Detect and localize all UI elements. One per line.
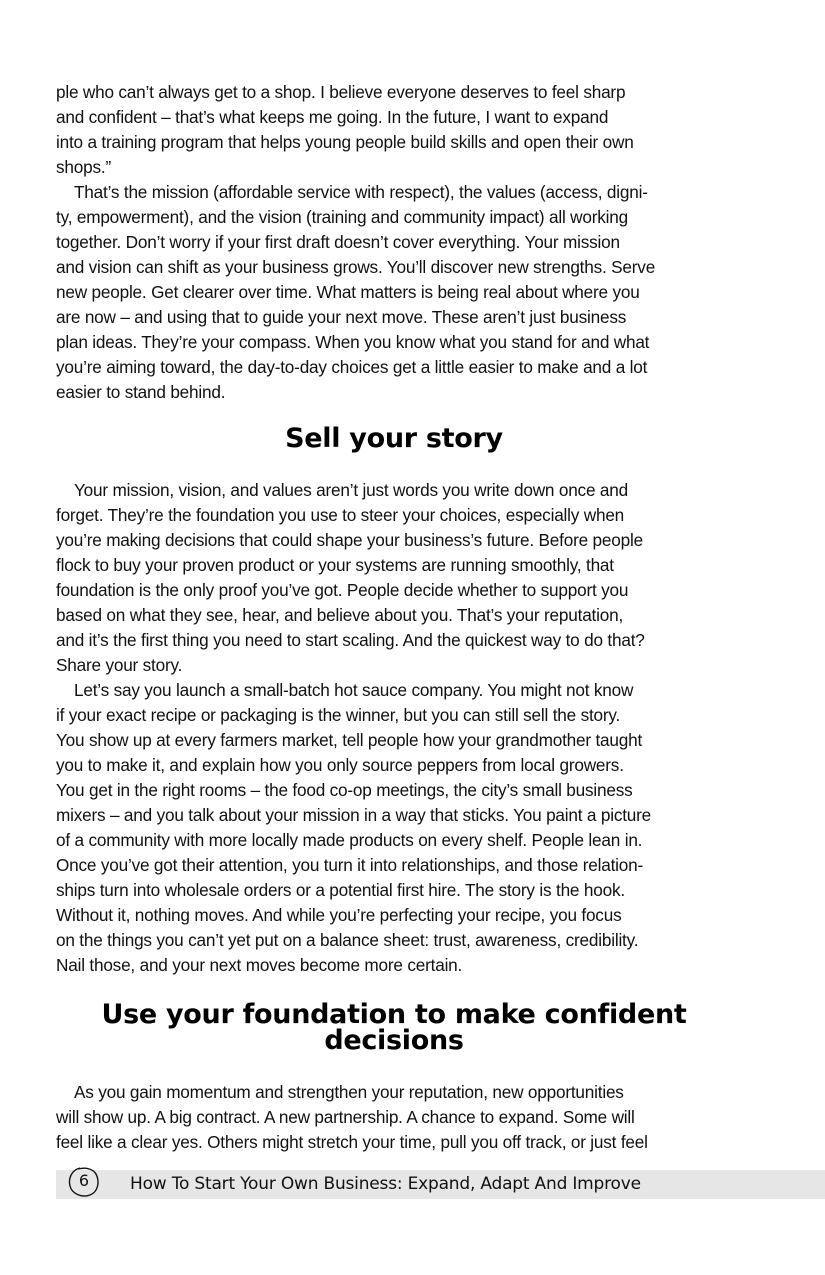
text-line: Once you’ve got their attention, you turn it into relationships, and those relation- bbox=[56, 855, 644, 875]
section-heading-sell-your-story: Sell your story bbox=[285, 423, 503, 454]
text-line: You get in the right rooms – the food co-op meetings, the city’s small business bbox=[56, 780, 633, 800]
text-line: are now – and using that to guide your next move. These aren’t just business bbox=[56, 307, 627, 327]
paragraph-mission-summary bbox=[56, 180, 732, 405]
text-line: Let’s say you launch a small-batch hot sauce company. You might not know bbox=[74, 680, 634, 700]
text-line: flock to buy your proven product or your systems are running smoothly, that bbox=[56, 555, 614, 575]
page-number-badge bbox=[66, 1164, 102, 1200]
page-content bbox=[56, 80, 732, 1155]
text-line: ships turn into wholesale orders or a potential first hire. The story is the hook. bbox=[56, 880, 625, 900]
paragraph-hot-sauce-example bbox=[56, 678, 732, 978]
text-line: of a community with more locally made products on every shelf. People lean in. bbox=[56, 830, 643, 850]
text-line: if your exact recipe or packaging is the winner, but you can still sell the story. bbox=[56, 705, 621, 725]
text-line: foundation is the only proof you’ve got. People decide whether to support you bbox=[56, 580, 629, 600]
text-line: based on what they see, hear, and believe about you. That’s your reputation, bbox=[56, 605, 624, 625]
text-line: new people. Get clearer over time. What matters is being real about where you bbox=[56, 282, 640, 302]
text-line: That’s the mission (affordable service with respect), the values (access, digni- bbox=[74, 182, 648, 202]
heading-line: Use your foundation to make confident bbox=[101, 999, 687, 1030]
text-line: you’re aiming toward, the day-to-day choices get a little easier to make and a lot bbox=[56, 357, 648, 377]
text-line: forget. They’re the foundation you use to steer your choices, especially when bbox=[56, 505, 625, 525]
text-line: easier to stand behind. bbox=[56, 382, 226, 402]
page-footer bbox=[56, 1170, 825, 1199]
paragraph-foundation bbox=[56, 478, 732, 678]
section-heading-use-your-foundation bbox=[56, 999, 732, 1056]
text-line: As you gain momentum and strengthen your reputation, new opportunities bbox=[74, 1082, 624, 1102]
text-line: Nail those, and your next moves become more certain. bbox=[56, 955, 463, 975]
paragraph-continuation bbox=[56, 80, 732, 180]
text-line: ple who can’t always get to a shop. I believe everyone deserves to feel sharp bbox=[56, 82, 626, 102]
heading-line: decisions bbox=[324, 1025, 464, 1056]
text-line: and vision can shift as your business grows. You’ll discover new strengths. Serve bbox=[56, 257, 656, 277]
text-line: together. Don’t worry if your first draft doesn’t cover everything. Your mission bbox=[56, 232, 620, 252]
text-line: on the things you can’t yet put on a balance sheet: trust, awareness, credibility. bbox=[56, 930, 639, 950]
text-line: Your mission, vision, and values aren’t just words you write down once and bbox=[74, 480, 628, 500]
text-line: Without it, nothing moves. And while you’re perfecting your recipe, you focus bbox=[56, 905, 622, 925]
text-line: will show up. A big contract. A new partnership. A chance to expand. Some will bbox=[56, 1107, 635, 1127]
text-line: and confident – that’s what keeps me going. In the future, I want to expand bbox=[56, 107, 609, 127]
paragraph-momentum bbox=[56, 1080, 732, 1155]
text-line: ty, empowerment), and the vision (training and community impact) all working bbox=[56, 207, 628, 227]
text-line: You show up at every farmers market, tell people how your grandmother taught bbox=[56, 730, 643, 750]
text-line: Share your story. bbox=[56, 655, 183, 675]
running-footer-title: How To Start Your Own Business: Expand, Adapt And Improve bbox=[130, 1174, 641, 1194]
text-line: plan ideas. They’re your compass. When you know what you stand for and what bbox=[56, 332, 650, 352]
text-line: feel like a clear yes. Others might stretch your time, pull you off track, or just feel bbox=[56, 1132, 648, 1152]
text-line: you to make it, and explain how you only source peppers from local growers. bbox=[56, 755, 624, 775]
page-number: 6 bbox=[78, 1171, 90, 1190]
text-line: mixers – and you talk about your mission in a way that sticks. You paint a picture bbox=[56, 805, 652, 825]
text-line: and it’s the first thing you need to start scaling. And the quickest way to do that? bbox=[56, 630, 645, 650]
text-line: you’re making decisions that could shape your business’s future. Before people bbox=[56, 530, 643, 550]
text-line: into a training program that helps young people build skills and open their own bbox=[56, 132, 634, 152]
text-line: shops.” bbox=[56, 157, 111, 177]
